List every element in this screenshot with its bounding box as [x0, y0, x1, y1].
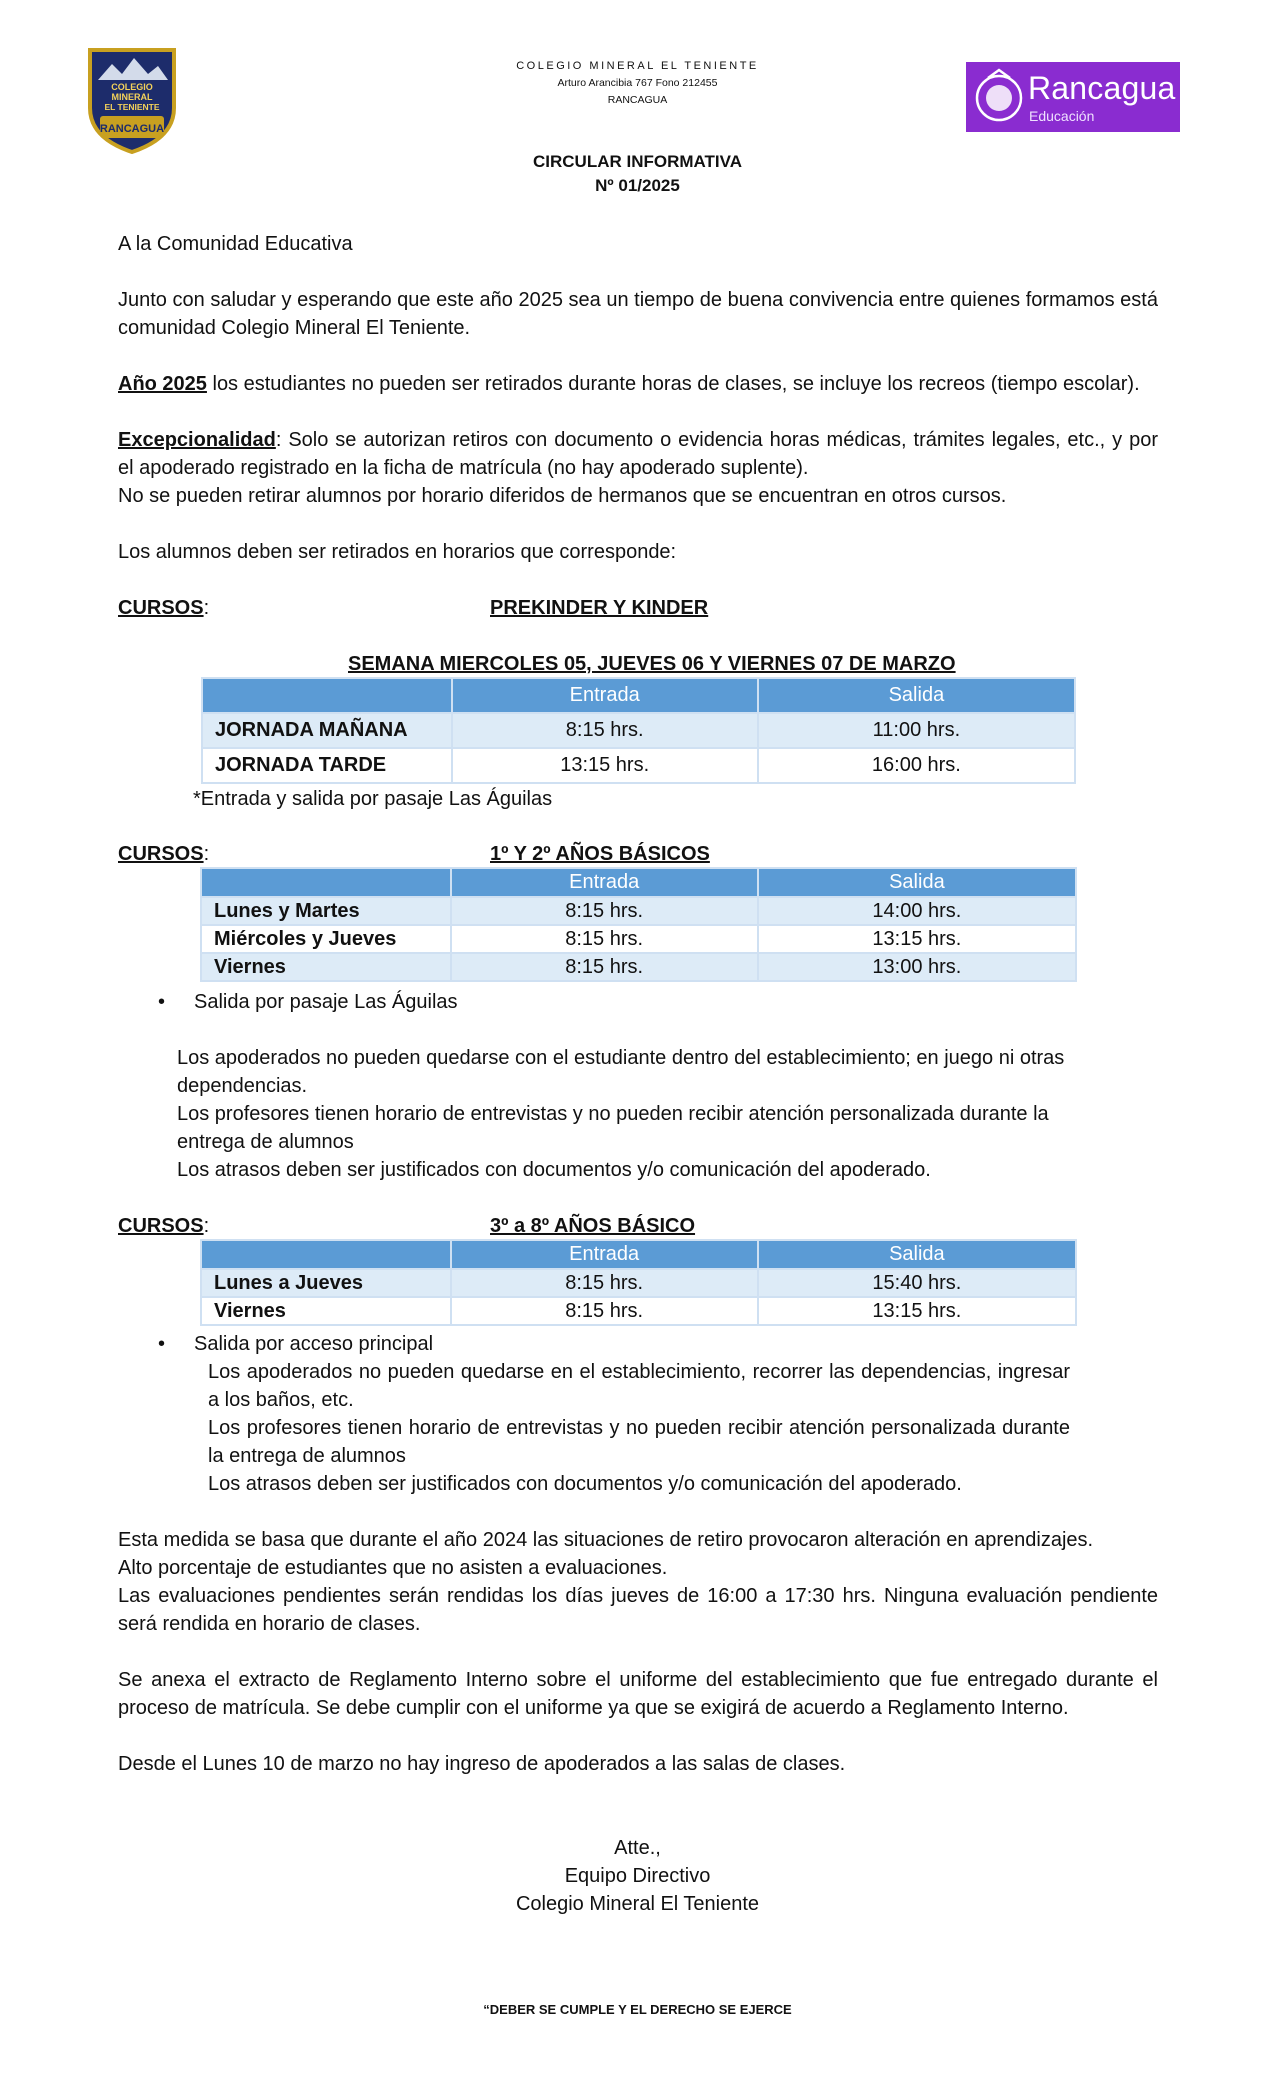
row-salida: 13:15 hrs. [758, 925, 1076, 953]
closing-p1: Esta medida se basa que durante el año 2024 las situaciones de retiro provocaron alteración en aprendizajes. [118, 1529, 1094, 1551]
signature-school: Colegio Mineral El Teniente [515, 1893, 760, 1915]
section2-p3: Los atrasos deben ser justificados con documentos y/o comunicación del apoderado. [177, 1159, 931, 1181]
row-label: JORNADA MAÑANA [202, 713, 452, 748]
school-name: COLEGIO MINERAL EL TENIENTE [516, 60, 759, 72]
signature-block [440, 1834, 835, 1918]
signature-team: Equipo Directivo [564, 1865, 711, 1887]
cursos-text-3: CURSOS [118, 1215, 204, 1237]
section3-p3: Los atrasos deben ser justificados con documentos y/o comunicación del apoderado. [208, 1473, 962, 1495]
row-entrada: 8:15 hrs. [451, 953, 758, 981]
crest-line1: COLEGIO [111, 82, 153, 92]
signature-atte: Atte., [614, 1837, 661, 1859]
table-header-blank [202, 678, 452, 713]
schedule-table-1-2-basico [200, 867, 1077, 982]
crest-line2: MINERAL [111, 92, 153, 102]
rule-ano-2025 [118, 370, 1158, 398]
row-label: Lunes y Martes [201, 897, 451, 925]
school-header [420, 58, 855, 109]
school-crest-logo [86, 46, 178, 154]
table-row [201, 953, 1076, 981]
row-entrada: 8:15 hrs. [451, 925, 758, 953]
rule2-text: : Solo se autorizan retiros con documento o evidencia horas médicas, trámites legales, etc., y por el apoderado registrado en la ficha de matrícula (no hay apoderado suplente). [118, 429, 1158, 479]
circular-title-block [440, 150, 835, 198]
table-header-salida: Salida [758, 678, 1075, 713]
row-entrada: 13:15 hrs. [452, 748, 758, 783]
rule1-text: los estudiantes no pueden ser retirados durante horas de clases, se incluye los recreos (tiempo escolar). [206, 373, 1140, 395]
bullet-icon: • [158, 1333, 166, 1355]
table-row [201, 925, 1076, 953]
section1-note: *Entrada y salida por pasaje Las Águilas [193, 788, 553, 810]
row-entrada: 8:15 hrs. [451, 1297, 758, 1325]
cursos-label-3: CURSOS: [118, 1215, 210, 1237]
table-header-salida: Salida [758, 1240, 1076, 1269]
row-salida: 13:15 hrs. [758, 1297, 1076, 1325]
section3-bullet-text: Salida por acceso principal [194, 1333, 434, 1355]
row-label: Miércoles y Jueves [201, 925, 451, 953]
section2-bullet-text: Salida por pasaje Las Águilas [194, 991, 458, 1013]
table-header-entrada: Entrada [451, 868, 758, 897]
row-entrada: 8:15 hrs. [451, 1269, 758, 1297]
section3-p1: Los apoderados no pueden quedarse en el establecimiento, recorrer las dependencias, ingresar a los baños, etc. [208, 1361, 1070, 1411]
row-salida: 13:00 hrs. [758, 953, 1076, 981]
circular-title: CIRCULAR INFORMATIVA [532, 152, 742, 171]
row-salida: 15:40 hrs. [758, 1269, 1076, 1297]
rancagua-sub: Educación [1029, 108, 1095, 124]
bullet-icon: • [158, 991, 166, 1013]
row-entrada: 8:15 hrs. [452, 713, 758, 748]
schedule-table-3-8-basico [200, 1239, 1077, 1326]
row-label: Viernes [201, 1297, 451, 1325]
cursos-text-2: CURSOS [118, 843, 204, 865]
section3-bullet [158, 1330, 433, 1358]
table-row [202, 748, 1075, 783]
crest-bottom: RANCAGUA [99, 123, 165, 135]
section2-p2: Los profesores tienen horario de entrevistas y no pueden recibir atención personalizada durante la entrega de alumnos [177, 1103, 1049, 1153]
table-header-blank [201, 868, 451, 897]
closing-p4: Se anexa el extracto de Reglamento Interno sobre el uniforme del establecimiento que fue entregado durante el proceso de matrícula. Se debe cumplir con el uniforme ya que se exigirá de acuerdo a Reglamento Interno. [118, 1669, 1158, 1719]
table-row [201, 1269, 1076, 1297]
rule2-label: Excepcionalidad [118, 429, 276, 451]
rancagua-educacion-logo [966, 62, 1180, 132]
rancagua-emblem-icon [974, 68, 1024, 126]
row-entrada: 8:15 hrs. [451, 897, 758, 925]
row-label: JORNADA TARDE [202, 748, 452, 783]
cursos-text-1: CURSOS [118, 597, 204, 619]
row-label: Lunes a Jueves [201, 1269, 451, 1297]
retiro-intro: Los alumnos deben ser retirados en horarios que corresponde: [118, 541, 677, 563]
section2-title: 1º Y 2º AÑOS BÁSICOS [490, 843, 710, 865]
closing-p2: Alto porcentaje de estudiantes que no asisten a evaluaciones. [118, 1557, 668, 1579]
section1-title: PREKINDER Y KINDER [490, 597, 709, 619]
closing-p3: Las evaluaciones pendientes serán rendidas los días jueves de 16:00 a 17:30 hrs. Ninguna evaluación pendiente será rendida en horario de clases. [118, 1585, 1158, 1635]
table-header-blank [201, 1240, 451, 1269]
section2-p1: Los apoderados no pueden quedarse con el estudiante dentro del establecimiento; en juego ni otras dependencias. [177, 1047, 1065, 1097]
footer-motto: “DEBER SE CUMPLE Y EL DERECHO SE EJERCE [483, 2002, 792, 2017]
row-salida: 14:00 hrs. [758, 897, 1076, 925]
row-salida: 16:00 hrs. [758, 748, 1075, 783]
circular-number: Nº 01/2025 [595, 176, 680, 195]
table-row [202, 713, 1075, 748]
section3-title: 3º a 8º AÑOS BÁSICO [490, 1215, 696, 1237]
rancagua-brand: Rancagua [1028, 70, 1176, 106]
table-header-entrada: Entrada [452, 678, 758, 713]
crest-line3: EL TENIENTE [104, 102, 160, 112]
school-address: Arturo Arancibia 767 Fono 212455 [557, 77, 718, 89]
row-salida: 11:00 hrs. [758, 713, 1075, 748]
intro-paragraph: Junto con saludar y esperando que este año 2025 sea un tiempo de buena convivencia entre quienes formamos está comunidad Colegio Mineral El Teniente. [118, 289, 1158, 339]
school-city: RANCAGUA [607, 94, 668, 106]
section1-week: SEMANA MIERCOLES 05, JUEVES 06 Y VIERNES 07 DE MARZO [348, 653, 956, 675]
table-header-entrada: Entrada [451, 1240, 758, 1269]
rule1-label: Año 2025 [118, 373, 207, 395]
table-row [201, 1297, 1076, 1325]
schedule-table-prekinder [201, 677, 1076, 784]
greeting: A la Comunidad Educativa [118, 233, 353, 255]
section3-p2: Los profesores tienen horario de entrevistas y no pueden recibir atención personalizada durante la entrega de alumnos [208, 1417, 1070, 1467]
rule-excepcionalidad [118, 426, 1158, 482]
table-header-salida: Salida [758, 868, 1076, 897]
rule-hermanos: No se pueden retirar alumnos por horario diferidos de hermanos que se encuentran en otros cursos. [118, 485, 1007, 507]
cursos-label-2: CURSOS: [118, 843, 210, 865]
table-row [201, 897, 1076, 925]
cursos-label-1: CURSOS: [118, 597, 210, 619]
closing-p5: Desde el Lunes 10 de marzo no hay ingreso de apoderados a las salas de clases. [118, 1753, 846, 1775]
section2-bullet [158, 988, 458, 1016]
row-label: Viernes [201, 953, 451, 981]
